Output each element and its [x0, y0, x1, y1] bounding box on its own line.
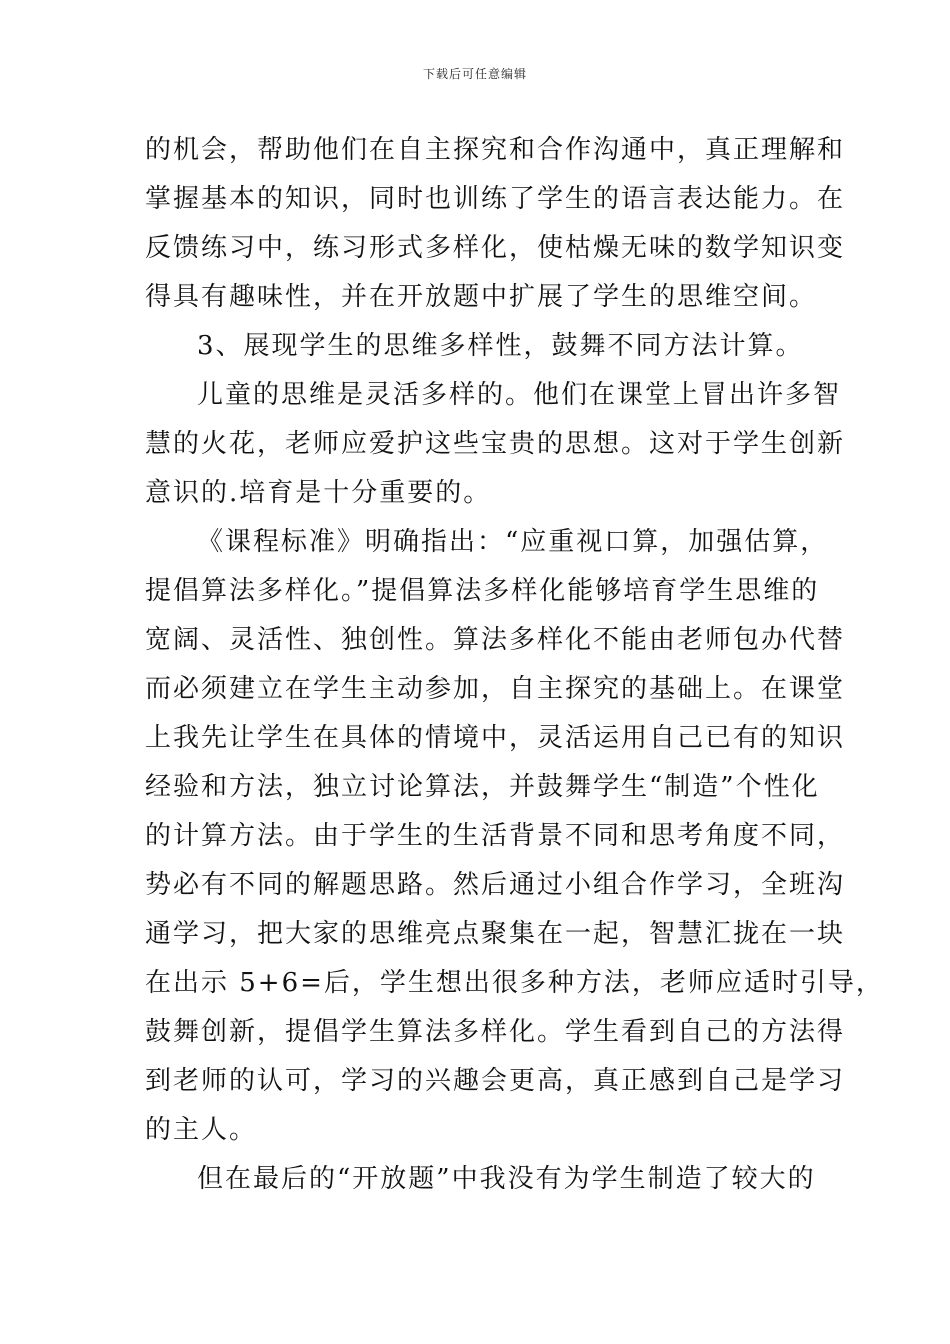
text-line: 掌握基本的知识，同时也训练了学生的语言表达能力。在: [145, 184, 846, 214]
text-line: 而必须建立在学生主动参加，自主探究的基础上。在课堂: [145, 674, 846, 704]
text-line: 势必有不同的解题思路。然后通过小组合作学习，全班沟: [145, 870, 846, 900]
text-line: 但在最后的“开放题”中我没有为学生制造了较大的: [197, 1164, 816, 1194]
text-line: 得具有趣味性，并在开放题中扩展了学生的思维空间。: [145, 282, 818, 312]
text-line: 的计算方法。由于学生的生活背景不同和思考角度不同，: [145, 821, 846, 851]
text-line: 在出示 5+6=后，学生想出很多种方法，老师应适时引导，: [145, 968, 884, 998]
text-line: 的主人。: [145, 1115, 258, 1145]
text-line: 《课程标准》明确指出：“应重视口算，加强估算，: [197, 527, 829, 557]
text-line: 儿童的思维是灵活多样的。他们在课堂上冒出许多智: [197, 380, 842, 410]
text-line: 鼓舞创新，提倡学生算法多样化。学生看到自己的方法得: [145, 1017, 846, 1047]
document-body: [145, 126, 884, 1204]
page-header: 下载后可任意编辑: [422, 67, 527, 81]
text-line: 宽阔、灵活性、独创性。算法多样化不能由老师包办代替: [145, 625, 846, 655]
text-line: 上我先让学生在具体的情境中，灵活运用自己已有的知识: [145, 723, 846, 753]
text-line: 经验和方法，独立讨论算法，并鼓舞学生“制造”个性化: [145, 772, 820, 802]
text-line: 通学习，把大家的思维亮点聚集在一起，智慧汇拢在一块: [145, 919, 846, 949]
text-line: 反馈练习中，练习形式多样化，使枯燥无味的数学知识变: [145, 233, 846, 263]
text-line: 3、展现学生的思维多样性，鼓舞不同方法计算。: [197, 331, 804, 361]
text-line: 提倡算法多样化。”提倡算法多样化能够培育学生思维的: [145, 576, 820, 606]
text-line: 慧的火花，老师应爱护这些宝贵的思想。这对于学生创新: [145, 429, 846, 459]
text-line: 的机会，帮助他们在自主探究和合作沟通中，真正理解和: [145, 135, 846, 165]
text-line: 意识的.培育是十分重要的。: [145, 478, 492, 508]
text-line: 到老师的认可，学习的兴趣会更高，真正感到自己是学习: [145, 1066, 846, 1096]
